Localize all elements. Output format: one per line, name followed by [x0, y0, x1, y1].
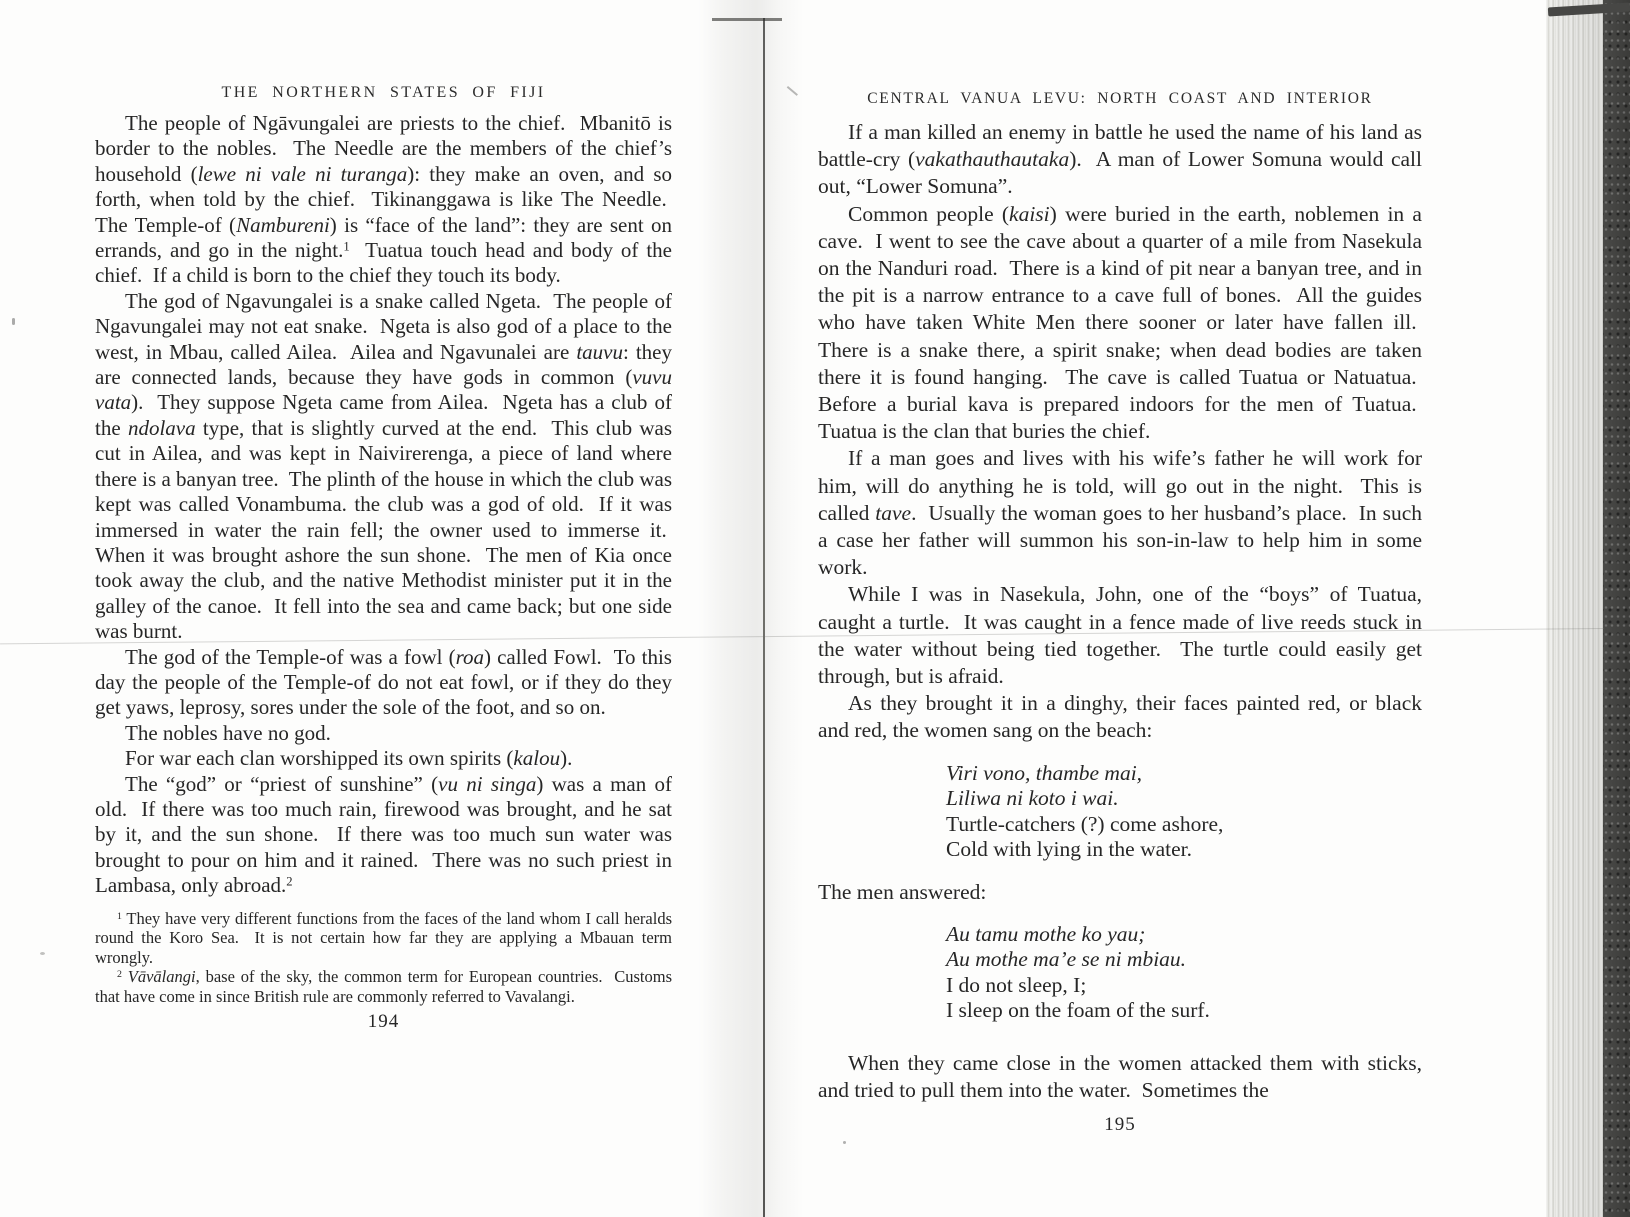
song-men	[946, 922, 1422, 1024]
paragraph: The people of Ngāvungalei are priests to the chief. Mbanitō is border to the nobles. The Needle are the members of the chief’s household (lewe ni vale ni turanga): they make an oven, and so forth, when told by the chief. Tikinanggawa is like The Needle. The Temple-of (Nambureni) is “face of the land”: they are sent on errands, and go in the night.$^1$ Tuatua touch head and body of the chief. If a child is born to the chief they touch its body.	[95, 111, 673, 288]
paragraph: The god of Ngavungalei is a snake called Ngeta. The people of Ngavungalei may not eat snake. Ngeta is also god of a place to the west, in Mbau, called Ailea. Ailea and Ngavunalei are tauvu: they are connected lands, because they have gods in common (vuvu vata). They suppose Ngeta came from Ailea. Ngeta has a club of the ndolava type, that is slightly curved at the end. This club was cut in Ailea, and was kept in Naivirerenga, a piece of land where there is a banyan tree. The plinth of the house in which the club was kept was called Vonambuma. the club was a god of old. If it was immersed in water the rain fell; the owner used to immerse it. When it was brought ashore the sun shone. The men of Kia once took away the club, and the native Methodist minister put it in the galley of the canoe. It fell into the sea and came back; but one side was burnt.	[95, 288, 673, 644]
right-page-body	[818, 119, 1422, 1104]
scan-speck	[12, 318, 15, 325]
book-gutter-top-edge	[712, 18, 782, 21]
book-gutter-shadow	[698, 0, 804, 1217]
left-page-number: 194	[367, 1010, 400, 1032]
paragraph: The nobles have no god.	[125, 720, 331, 745]
book-cover-top-corner	[1548, 3, 1630, 17]
paragraph: Common people (kaisi) were buried in the earth, noblemen in a cave. I went to see the cave about a quarter of a mile from Nasekula on the Nanduri road. There is a kind of pit near a banyan tree, and in the pit is a narrow entrance to a cave full of bones. All the guides who have taken White Men there sooner or later have fallen ill. There is a snake there, a spirit snake; when dead bodies are taken there it is found hanging. The cave is called Tuatua or Natuatua. Before a burial kava is prepared indoors for the men of Tuatua. Tuatua is the clan that buries the chief.	[818, 201, 1422, 444]
right-running-head: CENTRAL VANUA LEVU: NORTH COAST AND INTERIOR	[867, 90, 1373, 107]
song-line: I sleep on the foam of the surf.	[946, 998, 1210, 1023]
paragraph: While I was in Nasekula, John, one of the “boys” of Tuatua, caught a turtle. It was caught in a fence made of live reeds stuck in the water without being tied together. The turtle could easily get through, but is afraid.	[818, 582, 1422, 689]
song-line: Liliwa ni koto i wai.	[946, 786, 1119, 811]
book-cover-edge	[1603, 0, 1630, 1217]
song-line: Turtle-catchers (?) come ashore,	[946, 811, 1224, 836]
page-left	[95, 84, 672, 1033]
scan-scratch	[787, 86, 798, 96]
page-right	[818, 90, 1422, 1136]
footnote: $^2$ Vāvālangi, base of the sky, the common term for European countries. Customs that have come in since British rule are commonly referred to Vavalangi.	[95, 967, 672, 1006]
paragraph: The men answered:	[818, 879, 987, 904]
paragraph: For war each clan worshipped its own spirits (kalou).	[125, 746, 573, 771]
footnote: $^1$ They have very different functions from the faces of the land whom I call heralds round the Koro Sea. It is not certain how far they are applying a Mbauan term wrongly.	[95, 908, 672, 967]
page-stack-fore-edge	[1546, 0, 1606, 1217]
left-running-head: THE NORTHERN STATES OF FIJI	[221, 84, 546, 101]
paragraph: The “god” or “priest of sunshine” (vu ni singa) was a man of old. If there was too much rain, firewood was brought, and he sat by it, and the sun shone. If there was too much sun water was brought to pour on him and it rained. There was no such priest in Lambasa, only abroad.$^2$	[95, 771, 672, 898]
song-line: Viri vono, thambe mai,	[946, 760, 1143, 785]
scan-speck	[40, 952, 45, 955]
left-page-body	[95, 111, 672, 899]
song-women	[946, 761, 1422, 863]
book-gutter-line	[763, 18, 765, 1217]
paragraph: As they brought it in a dinghy, their faces painted red, or black and red, the women sang on the beach:	[818, 691, 1422, 743]
paragraph: The god of the Temple-of was a fowl (roa) called Fowl. To this day the people of the Temple-of do not eat fowl, or if they do they get yaws, leprosy, sores under the sole of the foot, and so on.	[95, 644, 672, 720]
song-line: Au tamu mothe ko yau;	[946, 921, 1146, 946]
left-page-footnotes	[95, 909, 672, 1007]
song-line: Au mothe ma’e se ni mbiau.	[946, 947, 1187, 972]
song-line: I do not sleep, I;	[946, 972, 1087, 997]
right-page-number: 195	[1104, 1114, 1136, 1136]
paragraph: When they came close in the women attacked them with sticks, and tried to pull them into the water. Sometimes the	[818, 1050, 1422, 1103]
song-line: Cold with lying in the water.	[946, 837, 1193, 862]
scan-speck	[843, 1141, 846, 1144]
paragraph: If a man killed an enemy in battle he used the name of his land as battle-cry (vakathauthautaka). A man of Lower Somuna would call out, “Lower Somuna”.	[818, 120, 1423, 199]
paragraph: If a man goes and lives with his wife’s father he will work for him, will do anything he is told, will go out in the night. This is called tave. Usually the woman goes to her husband’s place. In such a case her father will summon his son-in-law to help him in some work.	[818, 446, 1422, 580]
